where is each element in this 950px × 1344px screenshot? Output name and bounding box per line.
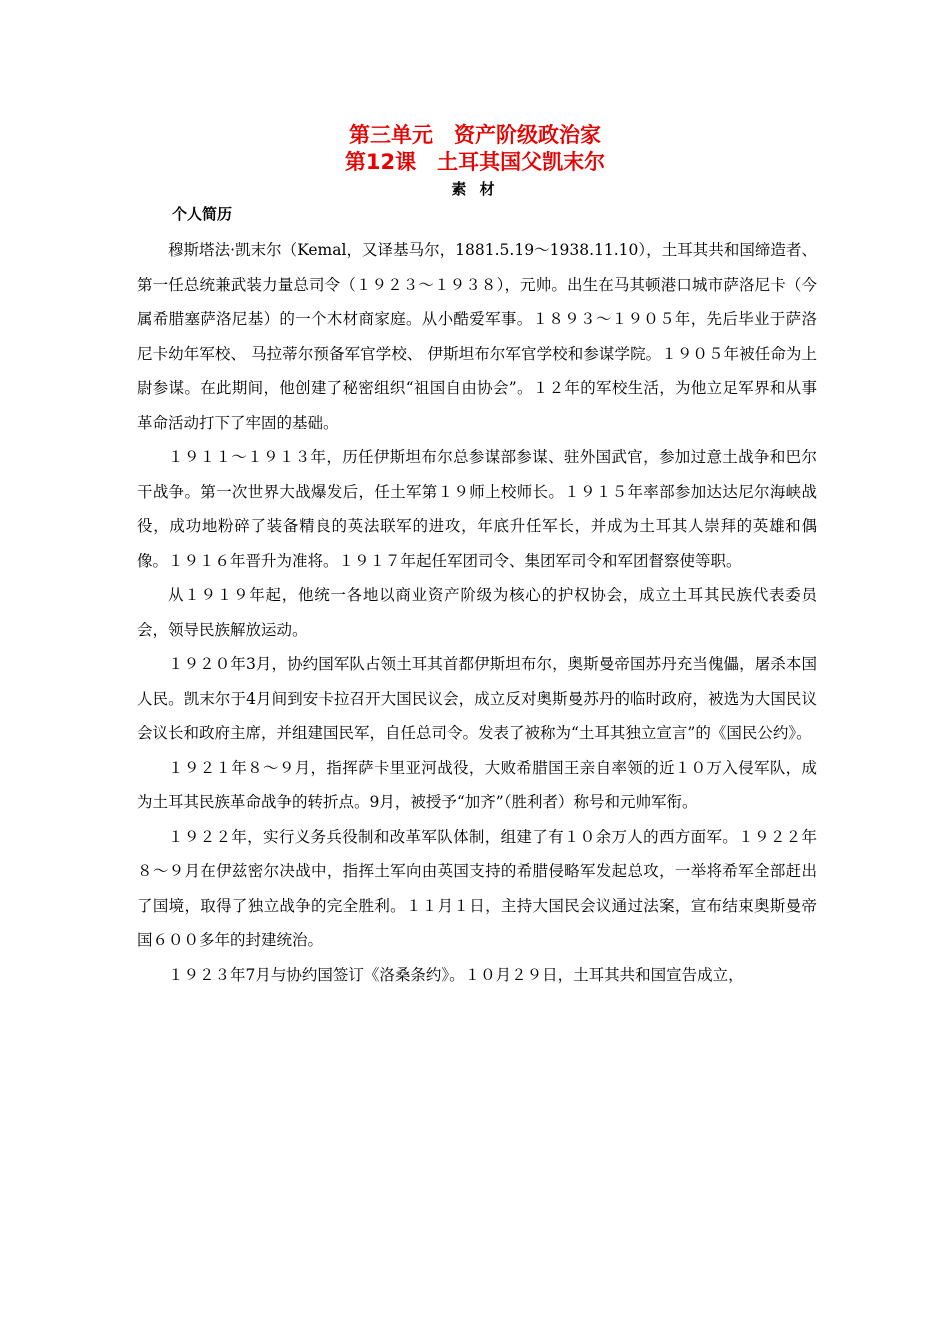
document-body	[137, 233, 817, 992]
unit-title: 第三单元 资产阶级政治家	[349, 123, 601, 147]
lesson-title: 第12课 土耳其国父凯末尔	[344, 150, 606, 174]
paragraph: 从１９１９年起，他统一各地以商业资产阶级为核心的护权协会，成立土耳其民族代表委员会，领导民族解放运动。	[137, 586, 817, 639]
material-label: 素 材	[451, 180, 499, 198]
paragraph: １９２０年3月，协约国军队占领土耳其首都伊斯坦布尔，奥斯曼帝国苏丹充当傀儡，屠杀本国人民。凯末尔于4月间到安卡拉召开大国民议会，成立反对奥斯曼苏丹的临时政府，被选为大国民议会议长和政府主席，并组建国民军，自任总司令。发表了被称为“土耳其独立宣言”的《国民公约》。	[137, 655, 817, 742]
paragraph: 穆斯塔法·凯末尔（Kemal，又译基马尔，1881.5.19～1938.11.10），土耳其共和国缔造者、第一任总统兼武装力量总司令（１９２３～１９３８），元帅。出生在马其顿港口城市萨洛尼卡（今属希腊塞萨洛尼基）的一个木材商家庭。从小酷爱军事。１８９３～１９０５年，先后毕业于萨洛尼卡幼年军校、 马拉蒂尔预备军官学校、 伊斯坦布尔军官学校和参谋学院。１９０５年被任命为上尉参谋。在此期间，他创建了秘密组织“祖国自由协会”。１２年的军校生活，为他立足军界和从事革命活动打下了牢固的基础。	[137, 241, 817, 432]
paragraph: １９２１年８～９月，指挥萨卡里亚河战役，大败希腊国王亲自率领的近１０万入侵军队，成为土耳其民族革命战争的转折点。9月，被授予“加齐”（胜利者）称号和元帅军衔。	[137, 758, 817, 811]
paragraph: １９２２年，实行义务兵役制和改革军队体制，组建了有１０余万人的西方面军。１９２２年８～９月在伊兹密尔决战中，指挥土军向由英国支持的希腊侵略军发起总攻，一举将希军全部赶出了国境，取得了独立战争的完全胜利。１１月１日，主持大国民会议通过法案，宣布结束奥斯曼帝国６００多年的封建统治。	[137, 827, 817, 949]
paragraph: １９１１～１９１３年，历任伊斯坦布尔总参谋部参谋、驻外国武官，参加过意土战争和巴尔干战争。第一次世界大战爆发后，任土军第１９师上校师长。１９１５年率部参加达达尼尔海峡战役，成功地粉碎了装备精良的英法联军的进攻，年底升任军长，并成为土耳其人崇拜的英雄和偶像。１９１６年晋升为准将。１９１７年起任军团司令、集团军司令和军团督察使等职。	[137, 448, 817, 570]
paragraph: １９２３年7月与协约国签订《洛桑条约》。１０月２９日，土耳其共和国宣告成立，	[168, 965, 744, 984]
section-heading: 个人简历	[172, 205, 233, 223]
